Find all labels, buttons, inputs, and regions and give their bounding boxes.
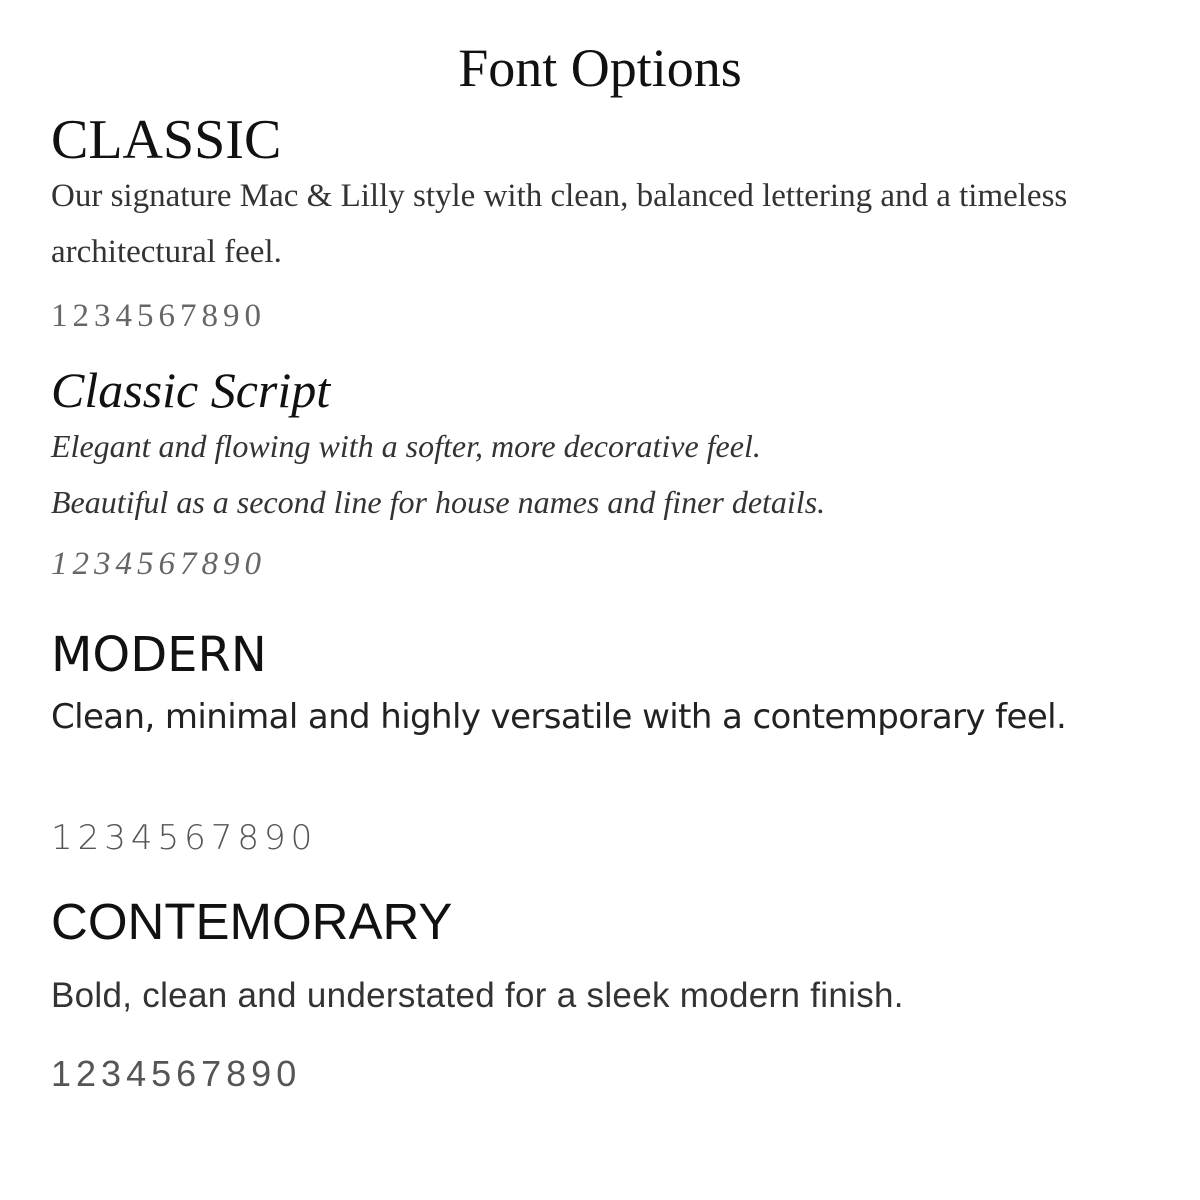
classic-numbers: 1234567890 — [51, 298, 266, 334]
classic-script-heading: Classic Script — [51, 362, 331, 418]
contemporary-description: Bold, clean and understated for a sleek modern finish. — [51, 976, 904, 1015]
modern-description: Clean, minimal and highly versatile with a contemporary feel. — [51, 697, 1067, 737]
modern-numbers: 1234567890 — [51, 818, 318, 858]
contemporary-numbers: 1234567890 — [51, 1053, 302, 1094]
modern-heading: MODERN — [51, 627, 267, 683]
classic-script-description — [51, 418, 825, 530]
classic-script-description-line: Beautiful as a second line for house names and finer details. — [51, 484, 826, 520]
classic-heading: CLASSIC — [51, 109, 282, 171]
page-title: Font Options — [458, 38, 742, 98]
classic-script-numbers: 1234567890 — [51, 546, 266, 582]
classic-script-description-line: Elegant and flowing with a softer, more decorative feel. — [51, 428, 761, 464]
contemporary-heading: CONTEMORARY — [51, 893, 453, 950]
classic-description: Our signature Mac & Lilly style with clean, balanced lettering and a timeless architectural feel. — [51, 178, 1068, 270]
